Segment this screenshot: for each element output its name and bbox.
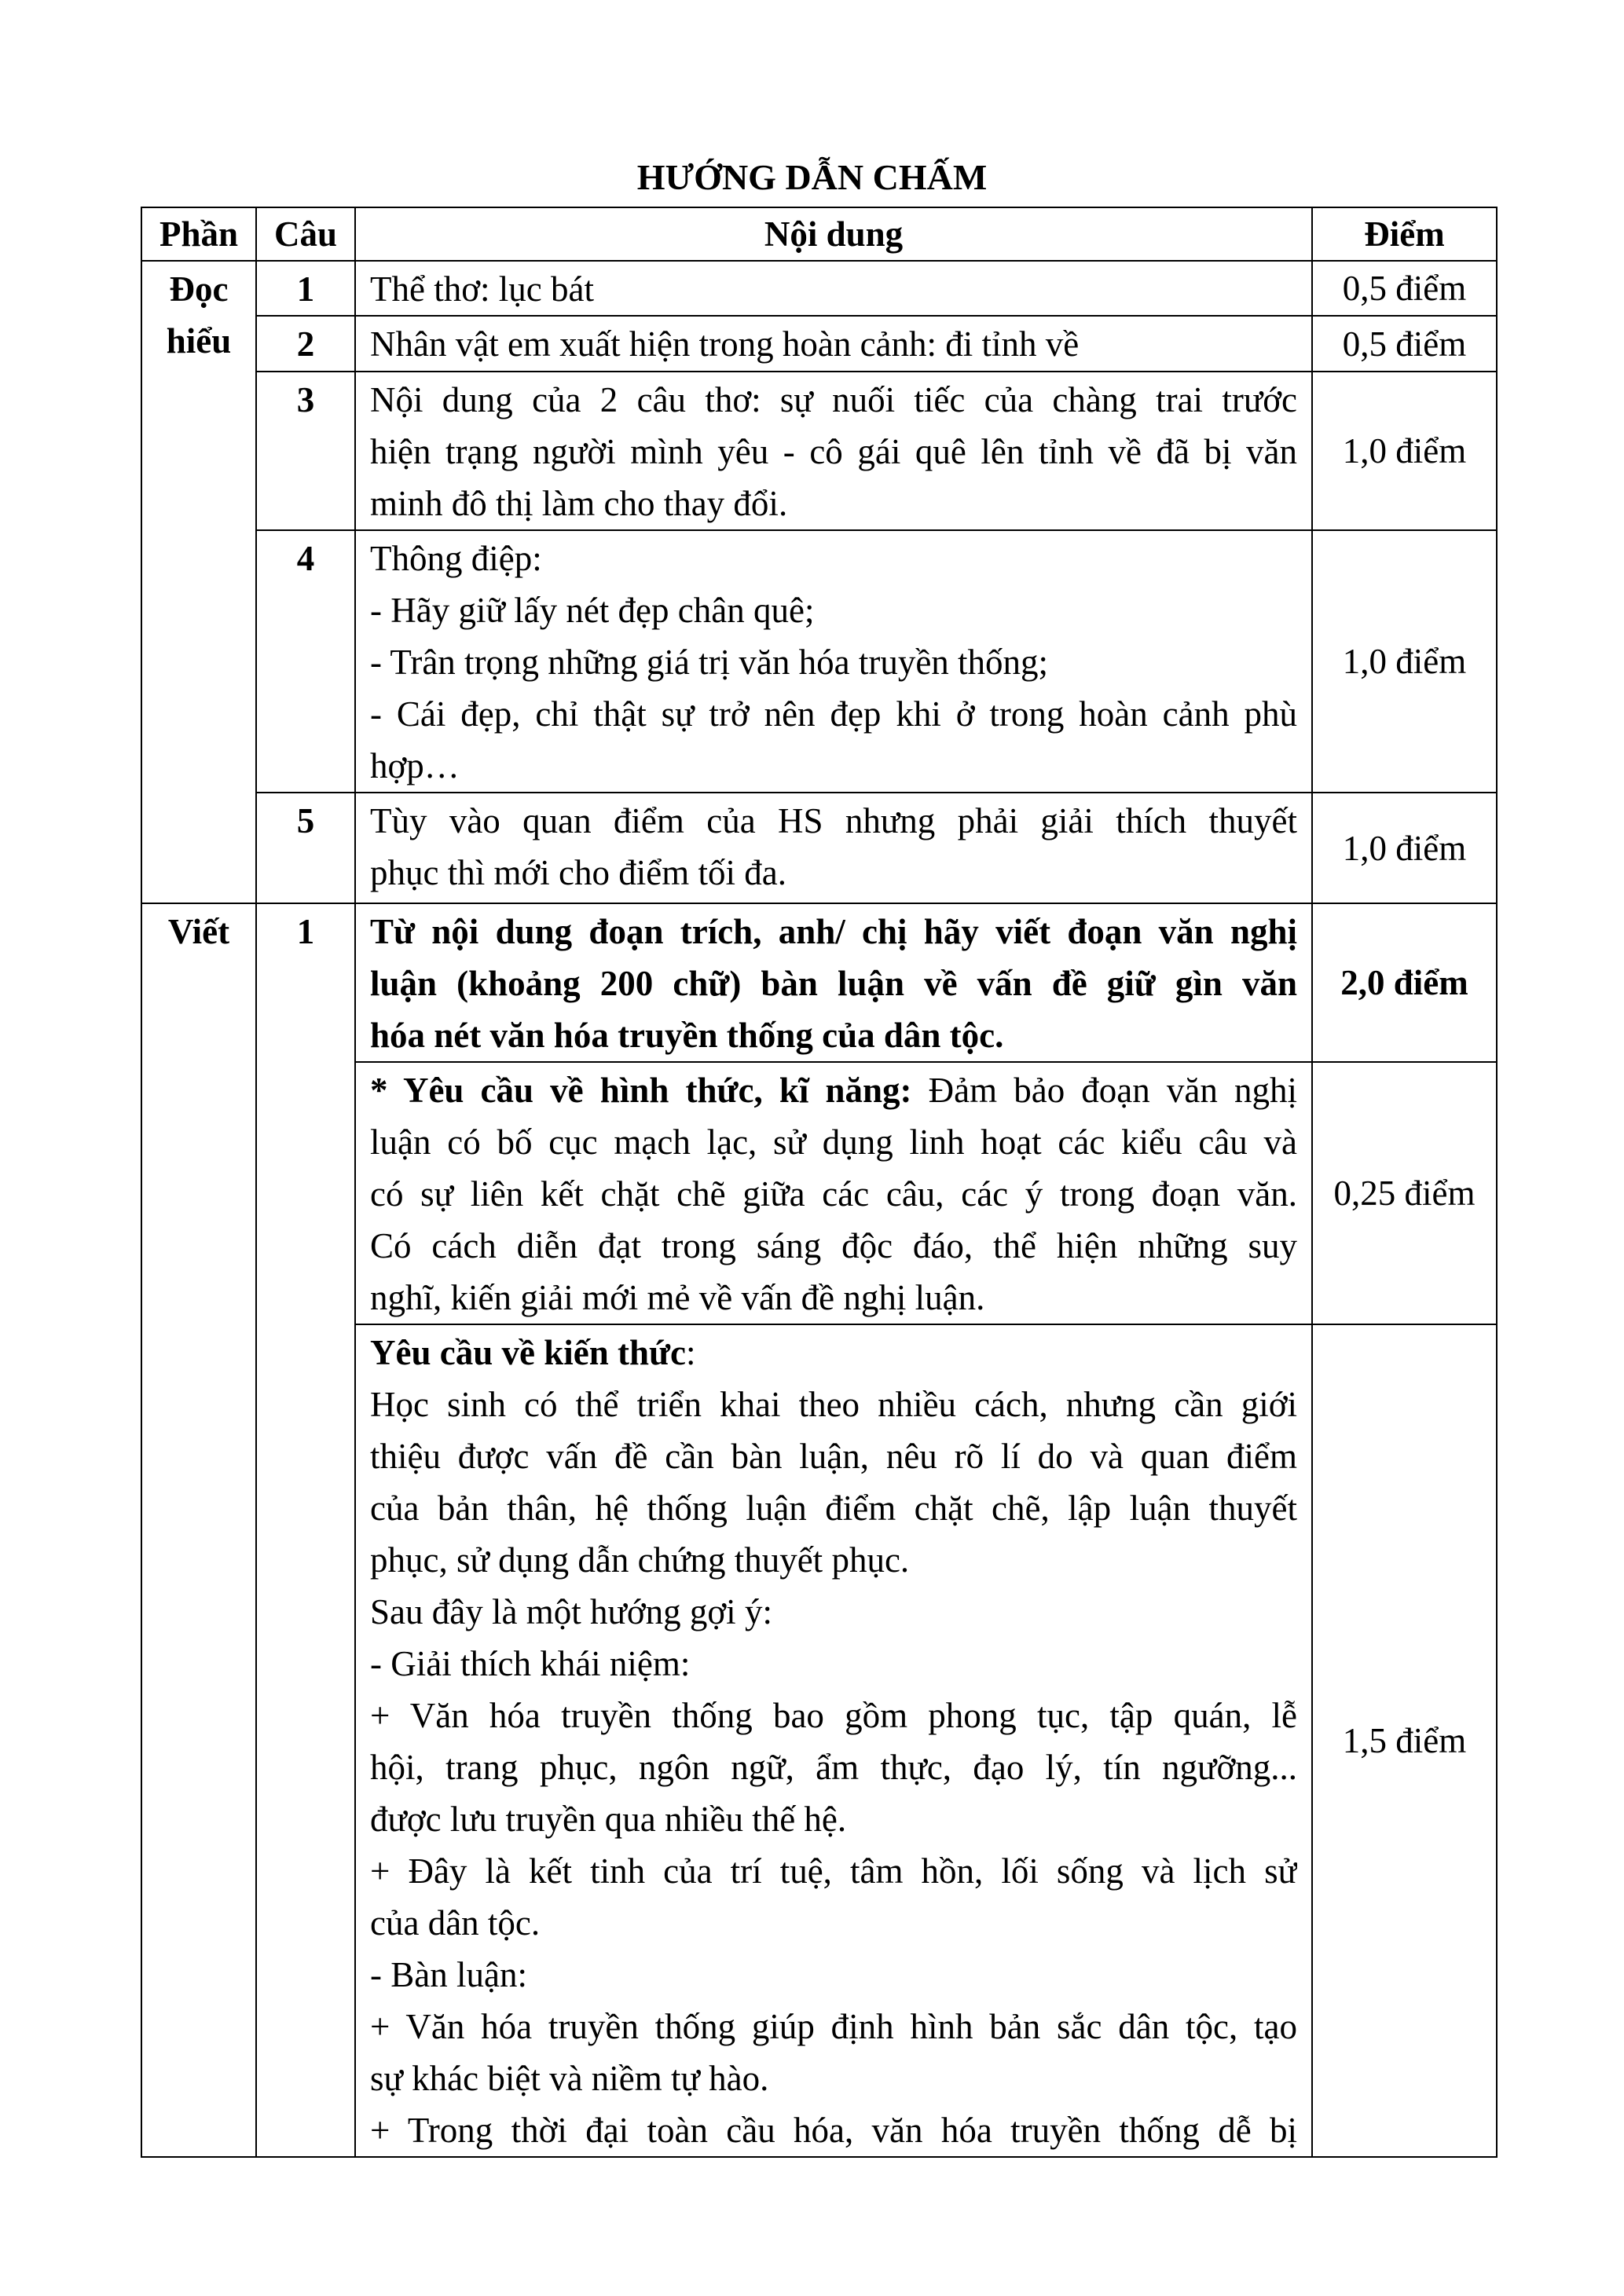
diem-cell [1312, 372, 1497, 530]
cau-cell [256, 372, 355, 530]
diem-cell [1312, 261, 1497, 316]
cau-cell [256, 261, 355, 316]
content-text: - Cái đẹp, chỉ thật sự trở nên đẹp khi ở trong hoàn cảnh phù [370, 694, 1297, 734]
content-text: : [686, 1333, 696, 1372]
cau-number: 4 [296, 539, 315, 578]
content-text: - Bàn luận: [370, 1955, 527, 1994]
content-bold-prefix: Yêu cầu về kiến thức [370, 1333, 686, 1372]
cau-number: 2 [296, 324, 315, 364]
header-noi-dung: Nội dung [355, 207, 1312, 261]
content-text: của bản thân, hệ thống luận điểm chặt chẽ, lập luận thuyết [370, 1489, 1297, 1528]
table-row [141, 793, 1497, 903]
content-line [370, 584, 1297, 636]
diem-value: 1,0 điểm [1342, 828, 1467, 868]
page-title: HƯỚNG DẪN CHẤM [636, 157, 988, 197]
content-line [370, 1064, 1297, 1116]
cau-cell [256, 1062, 355, 1324]
content-text: của dân tộc. [370, 1903, 541, 1943]
content-line [370, 1272, 1297, 1324]
diem-value: 1,0 điểm [1342, 431, 1467, 471]
content-text: - Trân trọng những giá trị văn hóa truyền thống; [370, 643, 1049, 682]
phan-label: Viết [167, 912, 230, 951]
phan-label: Đọc [169, 269, 229, 309]
content-line [370, 1741, 1297, 1793]
content-text: luận (khoảng 200 chữ) bàn luận về vấn đề giữ gìn văn [370, 964, 1297, 1003]
diem-value: 0,5 điểm [1342, 324, 1467, 364]
cau-cell [256, 903, 355, 1062]
cau-cell [256, 1324, 355, 2157]
table-header-row [141, 207, 1497, 261]
content-line [370, 1897, 1297, 1949]
content-text: được lưu truyền qua nhiều thế hệ. [370, 1800, 847, 1839]
grading-table [141, 207, 1498, 2158]
content-line [370, 1690, 1297, 1741]
content-line [370, 636, 1297, 688]
content-text: + Đây là kết tinh của trí tuệ, tâm hồn, lối sống và lịch sử [370, 1851, 1297, 1891]
content-line [370, 1534, 1297, 1586]
content-text: hiện trạng người mình yêu - cô gái quê lên tỉnh về đã bị văn [370, 432, 1297, 471]
content-text: Đảm bảo đoạn văn nghị [911, 1071, 1297, 1110]
content-line [370, 318, 1297, 370]
content-text: minh đô thị làm cho thay đổi. [370, 484, 788, 523]
content-line [370, 958, 1297, 1009]
content-line [370, 1430, 1297, 1482]
diem-cell [1312, 530, 1497, 793]
table-row [141, 316, 1497, 372]
content-line [370, 374, 1297, 426]
content-line [370, 2052, 1297, 2104]
content-text: phục thì mới cho điểm tối đa. [370, 853, 786, 892]
content-text: - Giải thích khái niệm: [370, 1644, 691, 1683]
content-text: + Trong thời đại toàn cầu hóa, văn hóa truyền thống dễ bị [370, 2111, 1297, 2150]
content-text: hóa nét văn hóa truyền thống của dân tộc. [370, 1016, 1004, 1055]
diem-value: 0,25 điểm [1333, 1174, 1476, 1213]
content-line [370, 688, 1297, 740]
content-cell [355, 793, 1312, 903]
content-line [370, 1168, 1297, 1220]
content-line [370, 263, 1297, 315]
content-text: phục, sử dụng dẫn chứng thuyết phục. [370, 1540, 910, 1580]
content-line [370, 1327, 1297, 1379]
content-cell [355, 530, 1312, 793]
phan-cell [141, 903, 256, 2157]
content-line [370, 478, 1297, 529]
table-row [141, 1062, 1497, 1324]
content-line [370, 1009, 1297, 1061]
content-text: - Hãy giữ lấy nét đẹp chân quê; [370, 591, 815, 630]
cau-cell [256, 316, 355, 372]
content-text: Nhân vật em xuất hiện trong hoàn cảnh: đi tỉnh về [370, 324, 1080, 364]
table-row [141, 372, 1497, 530]
content-text: Thể thơ: lục bát [370, 269, 594, 309]
cau-number: 5 [296, 801, 315, 840]
content-text: nghĩ, kiến giải mới mẻ về vấn đề nghị luận. [370, 1278, 985, 1317]
cau-number: 1 [296, 912, 315, 951]
content-text: + Văn hóa truyền thống giúp định hình bản sắc dân tộc, tạo [370, 2007, 1297, 2046]
content-text: Học sinh có thể triển khai theo nhiều cách, nhưng cần giới [370, 1385, 1297, 1424]
cau-number: 1 [296, 269, 315, 309]
cau-cell [256, 793, 355, 903]
content-line [370, 906, 1297, 958]
content-bold-prefix: * Yêu cầu về hình thức, kĩ năng: [370, 1071, 912, 1110]
header-diem: Điểm [1312, 207, 1497, 261]
content-text: luận có bố cục mạch lạc, sử dụng linh hoạt các kiểu câu và [370, 1122, 1297, 1162]
diem-value: 1,0 điểm [1342, 642, 1467, 681]
content-line [370, 795, 1297, 847]
content-text: Tùy vào quan điểm của HS nhưng phải giải thích thuyết [370, 801, 1297, 840]
content-text: sự khác biệt và niềm tự hào. [370, 2059, 769, 2098]
content-line [370, 1116, 1297, 1168]
content-line [370, 1482, 1297, 1534]
content-text: có sự liên kết chặt chẽ giữa các câu, các ý trong đoạn văn. [370, 1174, 1297, 1214]
content-text: Nội dung của 2 câu thơ: sự nuối tiếc của chàng trai trước [370, 380, 1297, 419]
content-line [370, 1379, 1297, 1430]
diem-value: 1,5 điểm [1342, 1721, 1467, 1760]
table-row [141, 261, 1497, 316]
diem-value: 2,0 điểm [1340, 963, 1468, 1002]
header-cau: Câu [256, 207, 355, 261]
content-line [370, 1949, 1297, 2001]
content-line [370, 1586, 1297, 1638]
diem-cell [1312, 316, 1497, 372]
content-cell [355, 903, 1312, 1062]
diem-cell [1312, 1324, 1497, 2157]
content-line [370, 1220, 1297, 1272]
content-text: hợp… [370, 746, 460, 785]
content-cell [355, 372, 1312, 530]
table-row [141, 1324, 1497, 2157]
content-line [370, 533, 1297, 584]
content-text: Có cách diễn đạt trong sáng độc đáo, thể hiện những suy [370, 1226, 1297, 1265]
content-text: + Văn hóa truyền thống bao gồm phong tục, tập quán, lễ [370, 1696, 1297, 1735]
content-text: Thông điệp: [370, 539, 542, 578]
diem-value: 0,5 điểm [1342, 269, 1467, 308]
table-row [141, 903, 1497, 1062]
content-line [370, 426, 1297, 478]
content-text: thiệu được vấn đề cần bàn luận, nêu rõ lí do và quan điểm [370, 1437, 1297, 1476]
content-line [370, 1638, 1297, 1690]
content-line [370, 1793, 1297, 1845]
diem-cell [1312, 793, 1497, 903]
content-line [370, 740, 1297, 792]
cau-cell [256, 530, 355, 793]
content-line [370, 2001, 1297, 2052]
table-body [141, 261, 1497, 2157]
content-cell [355, 316, 1312, 372]
content-cell [355, 1062, 1312, 1324]
content-text: Từ nội dung đoạn trích, anh/ chị hãy viết đoạn văn nghị [370, 912, 1297, 951]
content-line [370, 2104, 1297, 2156]
phan-cell [141, 261, 256, 903]
diem-cell [1312, 1062, 1497, 1324]
content-line [370, 847, 1297, 899]
content-cell [355, 1324, 1312, 2157]
content-text: hội, trang phục, ngôn ngữ, ẩm thực, đạo lý, tín ngưỡng... [370, 1748, 1297, 1787]
content-text: Sau đây là một hướng gợi ý: [370, 1592, 772, 1631]
table-row [141, 530, 1497, 793]
phan-label: hiểu [166, 321, 232, 361]
diem-cell [1312, 903, 1497, 1062]
header-phan: Phần [141, 207, 256, 261]
cau-number: 3 [296, 380, 315, 419]
content-line [370, 1845, 1297, 1897]
content-cell [355, 261, 1312, 316]
